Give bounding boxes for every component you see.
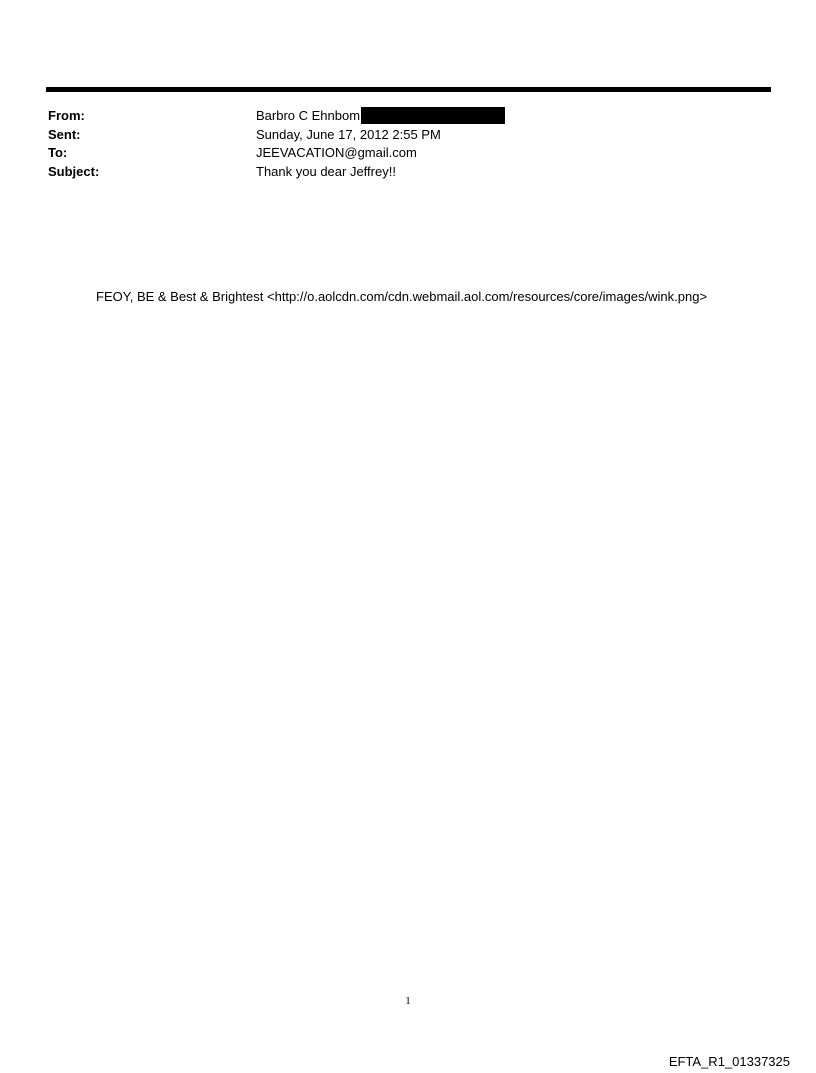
- to-row: [48, 144, 768, 163]
- page-number: 1: [405, 995, 411, 1007]
- to-label: To:: [48, 145, 68, 160]
- subject-value: Thank you dear Jeffrey!!: [256, 163, 396, 179]
- subject-label: Subject:: [48, 163, 100, 179]
- sent-row: [48, 126, 768, 145]
- to-value: JEEVACATION@gmail.com: [256, 145, 417, 160]
- from-row: [48, 107, 768, 126]
- email-header-block: [48, 107, 768, 181]
- redaction-box: [361, 107, 505, 124]
- from-label: From:: [48, 108, 85, 123]
- subject-row: [48, 163, 768, 182]
- sent-value: Sunday, June 17, 2012 2:55 PM: [256, 126, 441, 142]
- header-divider-rule: [46, 87, 771, 92]
- email-body: FEOY, BE & Best & Brightest <http://o.aolcdn.com/cdn.webmail.aol.com/resources/core/images/wink.png>: [96, 289, 708, 304]
- sender-name: Barbro C Ehnbom: [256, 108, 361, 123]
- from-value: [256, 107, 505, 126]
- bates-number: EFTA_R1_01337325: [668, 1054, 790, 1069]
- sent-label: Sent:: [48, 126, 81, 142]
